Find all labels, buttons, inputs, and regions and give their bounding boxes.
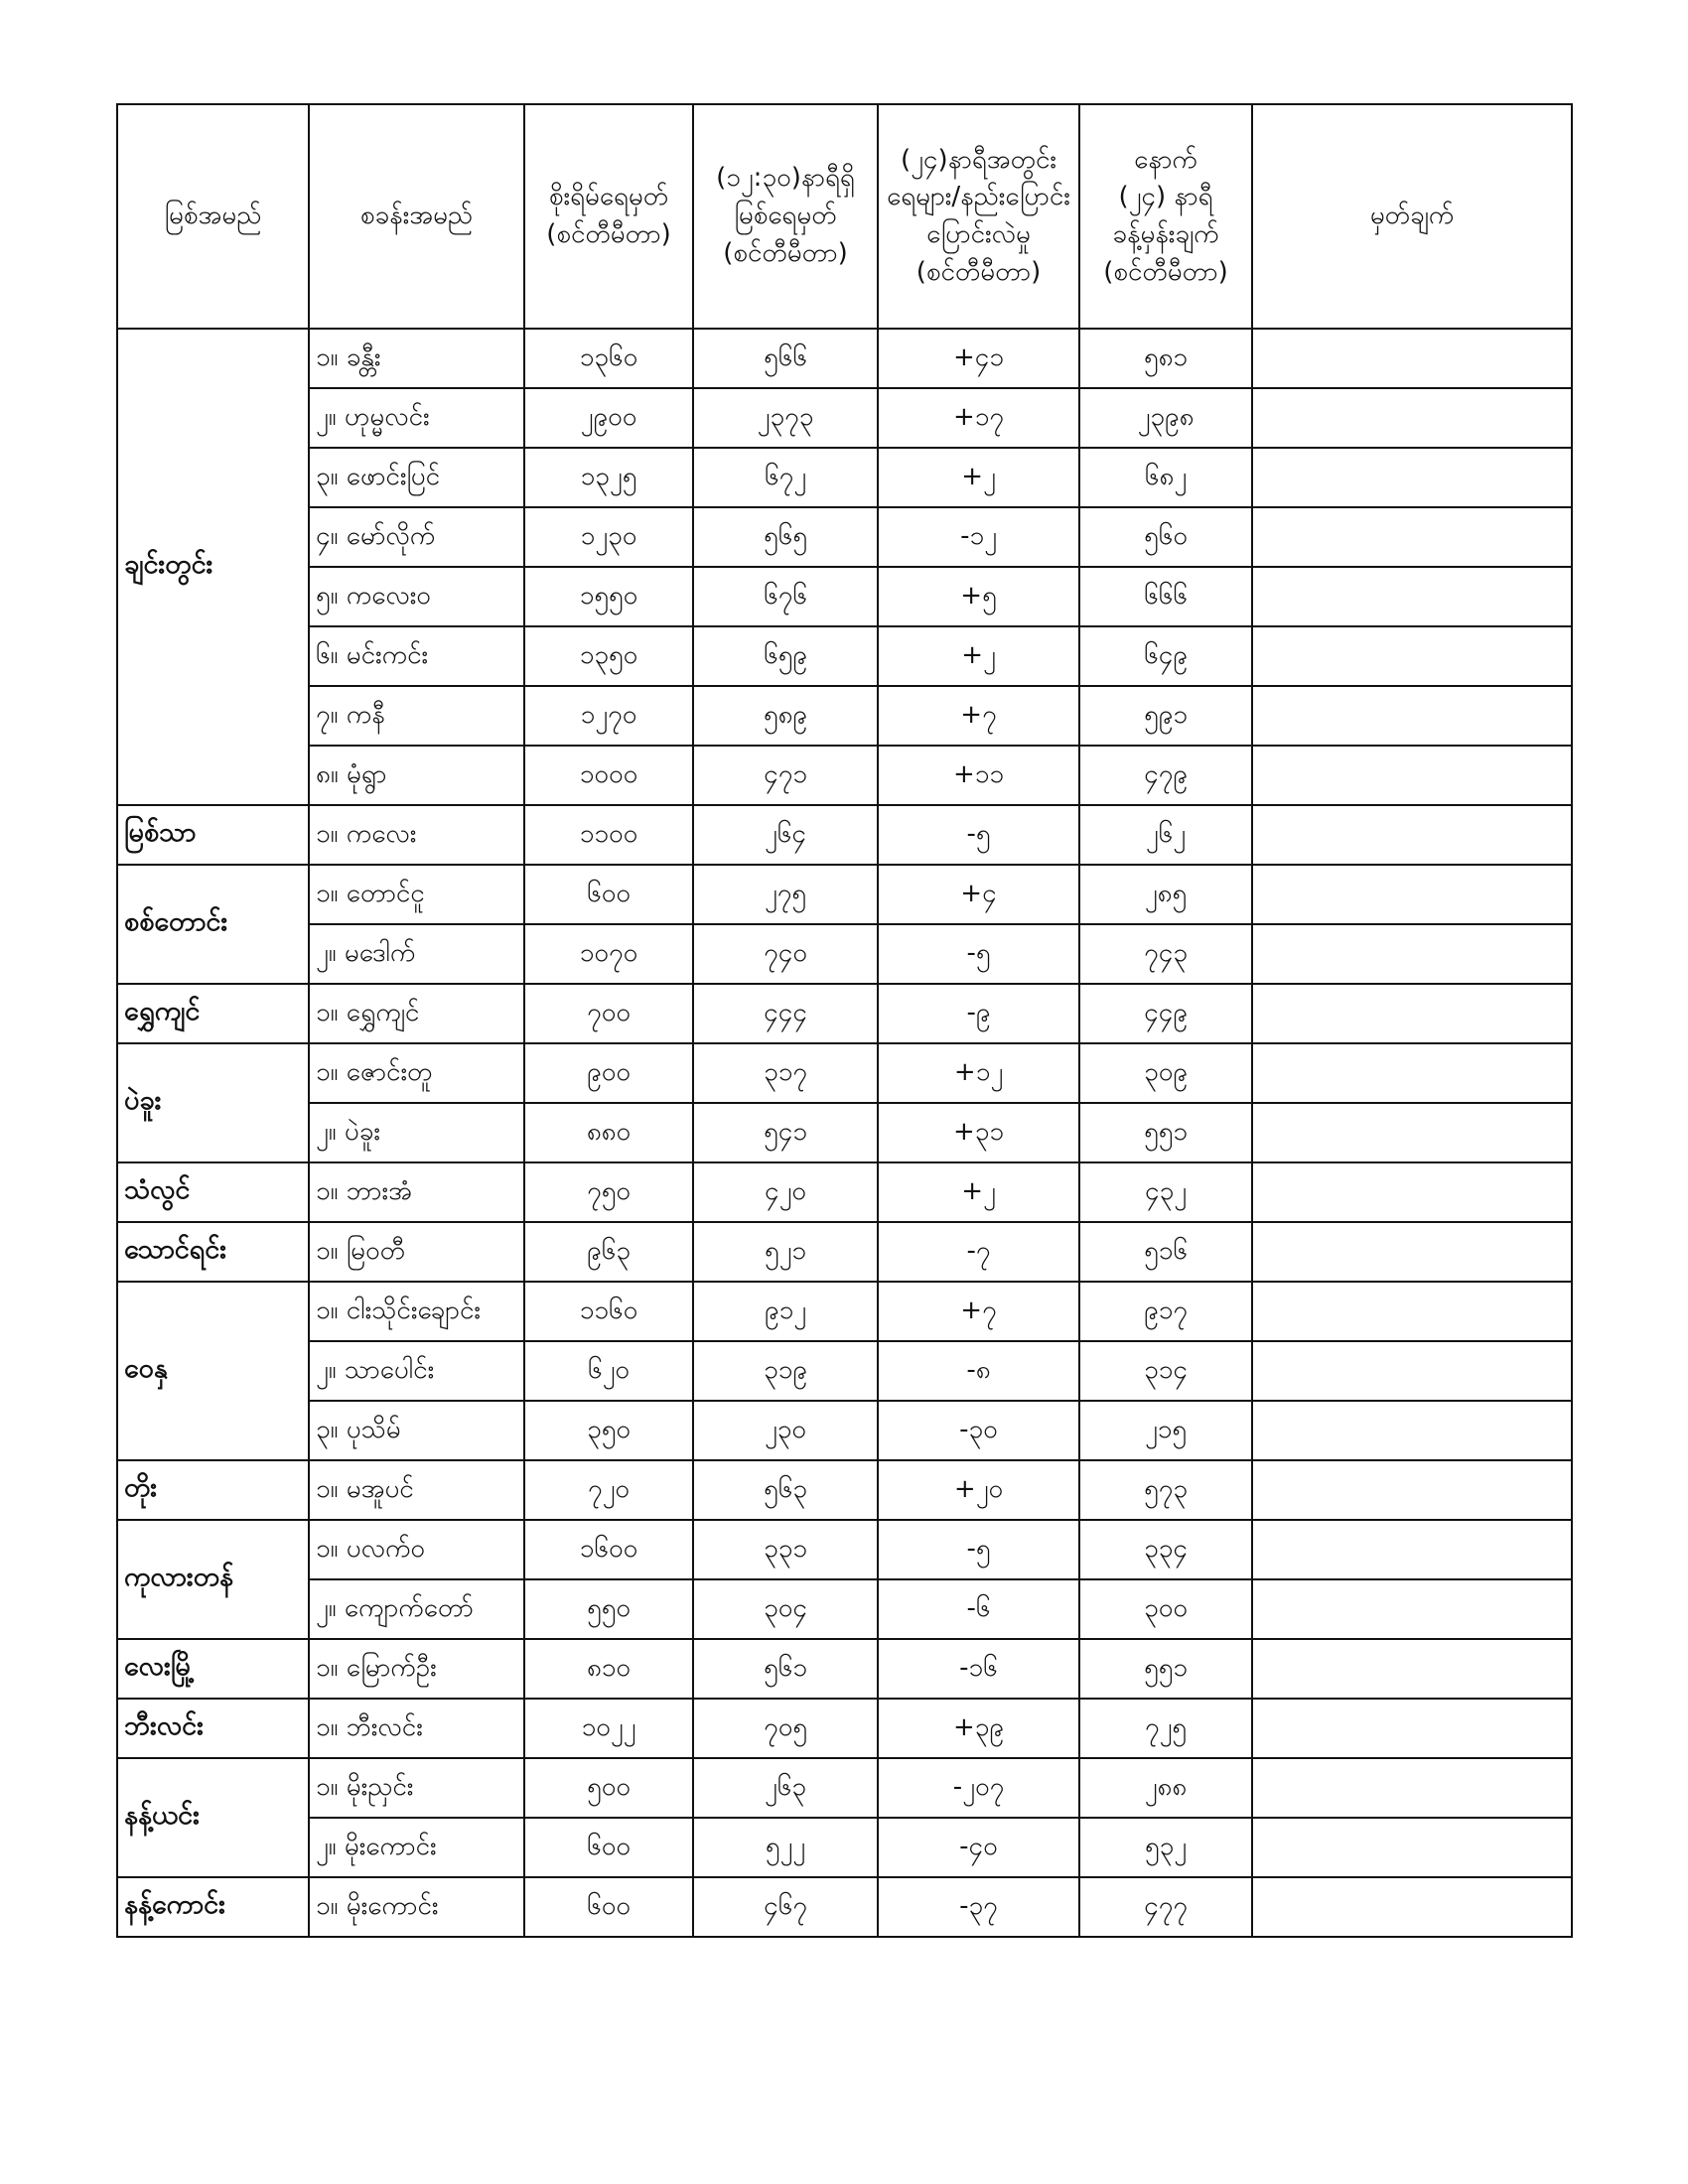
danger-level: ၆၀၀: [524, 1877, 693, 1937]
forecast-level: ၄၃၂: [1079, 1162, 1252, 1222]
forecast-level: ၄၇၉: [1079, 746, 1252, 805]
remark-cell: [1252, 686, 1572, 746]
change-24h: +၃၉: [878, 1699, 1079, 1758]
remark-cell: [1252, 1579, 1572, 1639]
water-level: ၃၃၁: [693, 1520, 878, 1579]
danger-level: ၆၀၀: [524, 1818, 693, 1877]
river-name: လေးမြို့: [117, 1639, 309, 1699]
remark-cell: [1252, 1341, 1572, 1401]
change-24h: -၆: [878, 1579, 1079, 1639]
forecast-level: ၉၁၇: [1079, 1282, 1252, 1341]
remark-cell: [1252, 1699, 1572, 1758]
remark-cell: [1252, 448, 1572, 507]
water-level: ၅၆၅: [693, 507, 878, 567]
forecast-level: ၇၄၃: [1079, 924, 1252, 984]
station-name: ၅။ ကလေးဝ: [309, 567, 524, 626]
danger-level: ၁၂၇၀: [524, 686, 693, 746]
change-24h: +၂၀: [878, 1460, 1079, 1520]
forecast-level: ၄၇၇: [1079, 1877, 1252, 1937]
river-name: ရွှေကျင်: [117, 984, 309, 1043]
station-name: ၂။ ကျောက်တော်: [309, 1579, 524, 1639]
header-row: [117, 104, 1572, 329]
danger-level: ၁၃၂၅: [524, 448, 693, 507]
remark-cell: [1252, 1162, 1572, 1222]
table-row: [117, 448, 1572, 507]
danger-level: ၁၃၆၀: [524, 329, 693, 388]
station-name: ၁။ မြဝတီ: [309, 1222, 524, 1282]
forecast-level: ၃၀၀: [1079, 1579, 1252, 1639]
header-forecast: နောက် (၂၄) နာရီ ခန့်မှန်းချက် (စင်တီမီတာ): [1079, 104, 1252, 329]
forecast-level: ၅၉၁: [1079, 686, 1252, 746]
river-name: နန့်ယင်း: [117, 1758, 309, 1877]
danger-level: ၈၈၀: [524, 1103, 693, 1162]
change-24h: -၉: [878, 984, 1079, 1043]
water-level: ၃၁၉: [693, 1341, 878, 1401]
change-24h: -၂၀၇: [878, 1758, 1079, 1818]
danger-level: ၆၀၀: [524, 865, 693, 924]
water-level: ၄၂၀: [693, 1162, 878, 1222]
water-level: ၅၂၁: [693, 1222, 878, 1282]
table-body: [117, 329, 1572, 1937]
water-level: ၅၄၁: [693, 1103, 878, 1162]
change-24h: -၅: [878, 1520, 1079, 1579]
header-river: မြစ်အမည်: [117, 104, 309, 329]
station-name: ၈။ မုံရွာ: [309, 746, 524, 805]
table-row: [117, 1520, 1572, 1579]
forecast-level: ၅၇၃: [1079, 1460, 1252, 1520]
water-level: ၉၁၂: [693, 1282, 878, 1341]
remark-cell: [1252, 1043, 1572, 1103]
station-name: ၁။ မိုးညှင်း: [309, 1758, 524, 1818]
change-24h: +၇: [878, 686, 1079, 746]
station-name: ၂။ မိုးကောင်း: [309, 1818, 524, 1877]
danger-level: ၁၀၇၀: [524, 924, 693, 984]
remark-cell: [1252, 1639, 1572, 1699]
change-24h: +၅: [878, 567, 1079, 626]
header-remarks: မှတ်ချက်: [1252, 104, 1572, 329]
river-name: သံလွင်: [117, 1162, 309, 1222]
change-24h: -၃၀: [878, 1401, 1079, 1460]
water-level: ၅၂၂: [693, 1818, 878, 1877]
table-row: [117, 1103, 1572, 1162]
remark-cell: [1252, 1520, 1572, 1579]
danger-level: ၁၅၅၀: [524, 567, 693, 626]
station-name: ၂။ ဟုမ္မလင်း: [309, 388, 524, 448]
remark-cell: [1252, 746, 1572, 805]
water-level: ၄၄၄: [693, 984, 878, 1043]
danger-level: ၉၀၀: [524, 1043, 693, 1103]
river-name: စစ်တောင်း: [117, 865, 309, 984]
change-24h: -၁၆: [878, 1639, 1079, 1699]
change-24h: +၁၁: [878, 746, 1079, 805]
water-level: ၅၆၃: [693, 1460, 878, 1520]
header-change-24h: (၂၄)နာရီအတွင်း ရေများ/နည်းပြောင်း ပြောင်းလဲမှု (စင်တီမီတာ): [878, 104, 1079, 329]
table-row: [117, 1162, 1572, 1222]
danger-level: ၉၆၃: [524, 1222, 693, 1282]
table-row: [117, 805, 1572, 865]
river-name: မြစ်သာ: [117, 805, 309, 865]
station-name: ၂။ မဒေါက်: [309, 924, 524, 984]
table-row: [117, 1877, 1572, 1937]
table-row: [117, 686, 1572, 746]
water-level: ၂၆၃: [693, 1758, 878, 1818]
danger-level: ၂၉၀၀: [524, 388, 693, 448]
water-level: ၅၆၆: [693, 329, 878, 388]
danger-level: ၇၀၀: [524, 984, 693, 1043]
change-24h: -၁၂: [878, 507, 1079, 567]
river-name: ကုလားတန်: [117, 1520, 309, 1639]
forecast-level: ၆၄၉: [1079, 626, 1252, 686]
table-row: [117, 1579, 1572, 1639]
station-name: ၆။ မင်းကင်း: [309, 626, 524, 686]
water-level: ၂၆၄: [693, 805, 878, 865]
table-row: [117, 567, 1572, 626]
change-24h: +၇: [878, 1282, 1079, 1341]
river-name: သောင်ရင်း: [117, 1222, 309, 1282]
remark-cell: [1252, 1758, 1572, 1818]
forecast-level: ၅၆၀: [1079, 507, 1252, 567]
river-name: ဝေနှ: [117, 1282, 309, 1460]
danger-level: ၇၂၀: [524, 1460, 693, 1520]
forecast-level: ၃၁၄: [1079, 1341, 1252, 1401]
forecast-level: ၅၅၁: [1079, 1103, 1252, 1162]
forecast-level: ၃၃၄: [1079, 1520, 1252, 1579]
table-row: [117, 1341, 1572, 1401]
danger-level: ၈၁၀: [524, 1639, 693, 1699]
table-row: [117, 1043, 1572, 1103]
table-row: [117, 1758, 1572, 1818]
table-row: [117, 1460, 1572, 1520]
change-24h: +၂: [878, 626, 1079, 686]
table-row: [117, 626, 1572, 686]
water-level: ၄၇၁: [693, 746, 878, 805]
river-name: ပဲခူး: [117, 1043, 309, 1162]
table-row: [117, 388, 1572, 448]
forecast-level: ၆၈၂: [1079, 448, 1252, 507]
forecast-level: ၇၂၅: [1079, 1699, 1252, 1758]
danger-level: ၁၃၅၀: [524, 626, 693, 686]
water-level: ၇၄၀: [693, 924, 878, 984]
danger-level: ၆၂၀: [524, 1341, 693, 1401]
remark-cell: [1252, 1460, 1572, 1520]
forecast-level: ၄၄၉: [1079, 984, 1252, 1043]
river-name: တိုး: [117, 1460, 309, 1520]
forecast-level: ၂၃၉၈: [1079, 388, 1252, 448]
table-row: [117, 329, 1572, 388]
header-danger-line: စိုးရိမ်ရေမှတ် (စင်တီမီတာ): [524, 104, 693, 329]
station-name: ၁။ တောင်ငူ: [309, 865, 524, 924]
table-row: [117, 507, 1572, 567]
forecast-level: ၂၁၅: [1079, 1401, 1252, 1460]
table-row: [117, 1818, 1572, 1877]
water-level: ၂၃၇၃: [693, 388, 878, 448]
remark-cell: [1252, 805, 1572, 865]
danger-level: ၁၁၀၀: [524, 805, 693, 865]
river-name: နန့်ကောင်း: [117, 1877, 309, 1937]
danger-level: ၅၅၀: [524, 1579, 693, 1639]
danger-level: ၇၅၀: [524, 1162, 693, 1222]
forecast-level: ၃၀၉: [1079, 1043, 1252, 1103]
water-level-sheet: [116, 103, 1571, 1938]
water-level: ၃၀၄: [693, 1579, 878, 1639]
forecast-level: ၅၈၁: [1079, 329, 1252, 388]
forecast-level: ၅၁၆: [1079, 1222, 1252, 1282]
water-level: ၇၀၅: [693, 1699, 878, 1758]
change-24h: -၃၇: [878, 1877, 1079, 1937]
change-24h: +၁၂: [878, 1043, 1079, 1103]
water-level-table: [116, 103, 1573, 1938]
table-row: [117, 924, 1572, 984]
water-level: ၅၈၉: [693, 686, 878, 746]
remark-cell: [1252, 626, 1572, 686]
station-name: ၁။ မိုးကောင်း: [309, 1877, 524, 1937]
water-level: ၂၃၀: [693, 1401, 878, 1460]
table-row: [117, 746, 1572, 805]
change-24h: +၂: [878, 1162, 1079, 1222]
forecast-level: ၅၅၁: [1079, 1639, 1252, 1699]
station-name: ၁။ မြောက်ဦး: [309, 1639, 524, 1699]
forecast-level: ၅၃၂: [1079, 1818, 1252, 1877]
table-row: [117, 1639, 1572, 1699]
forecast-level: ၆၆၆: [1079, 567, 1252, 626]
water-level: ၆၅၉: [693, 626, 878, 686]
table-row: [117, 1401, 1572, 1460]
station-name: ၁။ ဇောင်းတူ: [309, 1043, 524, 1103]
change-24h: +၂: [878, 448, 1079, 507]
forecast-level: ၂၈၅: [1079, 865, 1252, 924]
table-row: [117, 1222, 1572, 1282]
station-name: ၃။ ပုသိမ်: [309, 1401, 524, 1460]
danger-level: ၁၀၂၂: [524, 1699, 693, 1758]
station-name: ၁။ ငါးသိုင်းချောင်း: [309, 1282, 524, 1341]
remark-cell: [1252, 924, 1572, 984]
table-row: [117, 1699, 1572, 1758]
danger-level: ၁၁၆၀: [524, 1282, 693, 1341]
water-level: ၃၁၇: [693, 1043, 878, 1103]
danger-level: ၅၀၀: [524, 1758, 693, 1818]
change-24h: +၁၇: [878, 388, 1079, 448]
station-name: ၁။ ဘီးလင်း: [309, 1699, 524, 1758]
station-name: ၂။ သာပေါင်း: [309, 1341, 524, 1401]
river-name: ဘီးလင်း: [117, 1699, 309, 1758]
river-name: ချင်းတွင်း: [117, 329, 309, 805]
station-name: ၁။ ဘားအံ: [309, 1162, 524, 1222]
remark-cell: [1252, 1282, 1572, 1341]
header-water-level: (၁၂:၃၀)နာရီရှိ မြစ်ရေမှတ် (စင်တီမီတာ): [693, 104, 878, 329]
water-level: ၆၇၂: [693, 448, 878, 507]
station-name: ၃။ ဖောင်းပြင်: [309, 448, 524, 507]
station-name: ၁။ ရွှေကျင်: [309, 984, 524, 1043]
change-24h: -၅: [878, 805, 1079, 865]
change-24h: -၅: [878, 924, 1079, 984]
change-24h: +၄၁: [878, 329, 1079, 388]
remark-cell: [1252, 507, 1572, 567]
danger-level: ၁၂၃၀: [524, 507, 693, 567]
remark-cell: [1252, 1222, 1572, 1282]
remark-cell: [1252, 1401, 1572, 1460]
station-name: ၁။ မအူပင်: [309, 1460, 524, 1520]
water-level: ၆၇၆: [693, 567, 878, 626]
table-row: [117, 984, 1572, 1043]
danger-level: ၃၅၀: [524, 1401, 693, 1460]
remark-cell: [1252, 1103, 1572, 1162]
station-name: ၁။ ပလက်ဝ: [309, 1520, 524, 1579]
remark-cell: [1252, 567, 1572, 626]
change-24h: -၇: [878, 1222, 1079, 1282]
station-name: ၁။ ကလေး: [309, 805, 524, 865]
table-row: [117, 865, 1572, 924]
remark-cell: [1252, 865, 1572, 924]
remark-cell: [1252, 984, 1572, 1043]
station-name: ၄။ မော်လိုက်: [309, 507, 524, 567]
remark-cell: [1252, 329, 1572, 388]
water-level: ၂၇၅: [693, 865, 878, 924]
change-24h: +၄: [878, 865, 1079, 924]
header-station: စခန်းအမည်: [309, 104, 524, 329]
table-row: [117, 1282, 1572, 1341]
water-level: ၅၆၁: [693, 1639, 878, 1699]
danger-level: ၁၀၀၀: [524, 746, 693, 805]
water-level: ၄၆၇: [693, 1877, 878, 1937]
station-name: ၁။ ခန္တီး: [309, 329, 524, 388]
forecast-level: ၂၈၈: [1079, 1758, 1252, 1818]
station-name: ၇။ ကနီ: [309, 686, 524, 746]
danger-level: ၁၆၀၀: [524, 1520, 693, 1579]
change-24h: -၄၀: [878, 1818, 1079, 1877]
remark-cell: [1252, 388, 1572, 448]
remark-cell: [1252, 1818, 1572, 1877]
forecast-level: ၂၆၂: [1079, 805, 1252, 865]
station-name: ၂။ ပဲခူး: [309, 1103, 524, 1162]
remark-cell: [1252, 1877, 1572, 1937]
change-24h: +၃၁: [878, 1103, 1079, 1162]
change-24h: -၈: [878, 1341, 1079, 1401]
